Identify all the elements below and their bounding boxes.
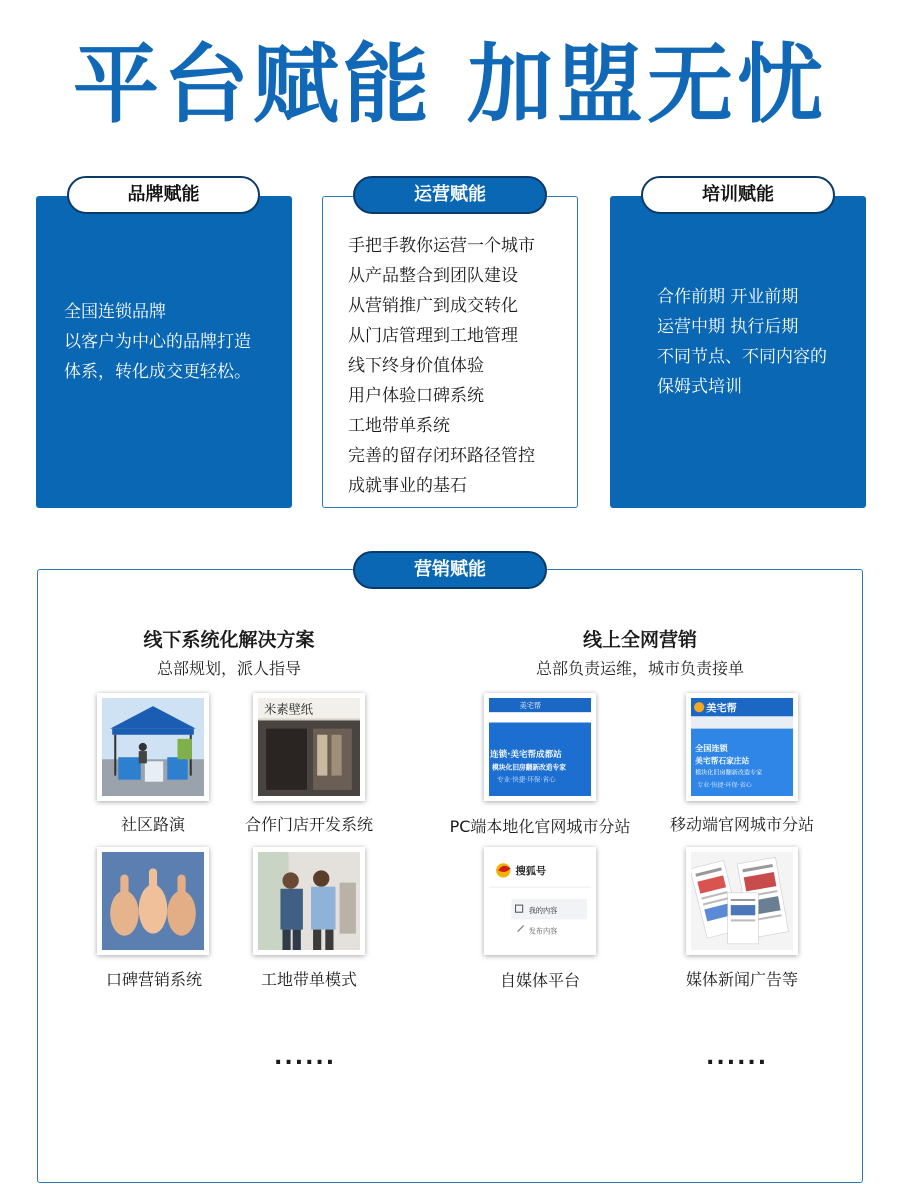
operation-line: 线下终身价值体验	[348, 356, 484, 376]
svg-text:米素壁纸: 米素壁纸	[264, 702, 314, 717]
pc-line1: 连锁·美宅帮成都站	[490, 750, 562, 761]
offline-more-ellipsis: ......	[274, 1045, 337, 1070]
store-caption: 合作门店开发系统	[244, 815, 373, 834]
operation-panel	[322, 196, 578, 508]
sohu-text: 搜狐号	[515, 866, 547, 878]
site-photo	[253, 847, 365, 955]
brand-panel	[36, 196, 292, 508]
sohu-screenshot	[484, 847, 596, 955]
training-line: 合作前期 开业前期	[657, 287, 799, 307]
sohu-menu2: 发布内容	[528, 926, 558, 936]
operation-line: 从营销推广到成交转化	[348, 296, 518, 316]
mobile-site-caption: 移动端官网城市分站	[669, 815, 814, 834]
training-panel	[610, 196, 866, 508]
operation-line: 从门店管理到工地管理	[348, 326, 518, 346]
mobile-line1: 全国连锁	[695, 743, 728, 754]
mobile-line3: 模块化旧房翻新改造专家	[695, 769, 763, 777]
training-text	[657, 282, 827, 402]
marketing-pill: 营销赋能	[353, 551, 547, 589]
roadshow-photo	[97, 693, 209, 801]
training-line: 保姆式培训	[657, 377, 742, 397]
brand-line: 体系，转化成交更轻松。	[64, 362, 251, 382]
brand-pill: 品牌赋能	[67, 176, 260, 214]
offline-subtitle: 总部规划，派人指导	[156, 659, 301, 678]
operation-line: 手把手教你运营一个城市	[348, 236, 535, 256]
page-headline: 平台赋能 加盟无忧	[73, 35, 827, 135]
site-caption: 工地带单模式	[260, 970, 357, 989]
mobile-line4: 专业·快捷·环保·省心	[697, 781, 752, 789]
online-subtitle: 总部负责运维，城市负责接单	[535, 659, 744, 678]
mobile-brand-text: 美宅帮	[706, 703, 737, 715]
operation-line: 工地带单系统	[348, 416, 450, 436]
training-line: 运营中期 执行后期	[657, 317, 799, 337]
mobile-site-screenshot	[686, 693, 798, 801]
training-line: 不同节点、不同内容的	[657, 347, 827, 367]
operation-text	[348, 231, 535, 501]
operation-line: 完善的留存闭环路径管控	[348, 446, 535, 466]
sohu-caption: 自媒体平台	[499, 971, 580, 990]
operation-line: 从产品整合到团队建设	[348, 266, 518, 286]
news-ads-caption: 媒体新闻广告等	[685, 970, 798, 989]
online-more-ellipsis: ......	[706, 1045, 769, 1070]
online-title: 线上全网营销	[582, 629, 697, 651]
brand-line: 全国连锁品牌	[64, 302, 166, 322]
brand-line: 以客户为中心的品牌打造	[64, 332, 251, 352]
sohu-menu1: 我的内容	[528, 906, 558, 916]
brand-text	[64, 297, 251, 387]
operation-pill: 运营赋能	[353, 176, 547, 214]
mobile-line2: 美宅帮石家庄站	[695, 756, 750, 766]
pc-brand-text: 美宅帮	[519, 701, 541, 711]
pc-line2: 模块化旧房翻新改造专家	[492, 763, 566, 772]
training-pill: 培训赋能	[641, 176, 835, 214]
store-photo	[253, 693, 365, 801]
roadshow-caption: 社区路演	[120, 815, 185, 834]
pc-site-caption: PC端本地化官网城市分站	[449, 817, 631, 836]
offline-title: 线下系统化解决方案	[143, 629, 315, 651]
pc-line3: 专业·快捷·环保·省心	[497, 775, 556, 784]
news-ads-screenshot	[686, 847, 798, 955]
word-of-mouth-photo	[97, 847, 209, 955]
word-of-mouth-caption: 口碑营销系统	[105, 970, 202, 989]
pc-site-screenshot	[484, 693, 596, 801]
operation-line: 成就事业的基石	[348, 476, 467, 496]
operation-line: 用户体验口碑系统	[348, 386, 484, 406]
